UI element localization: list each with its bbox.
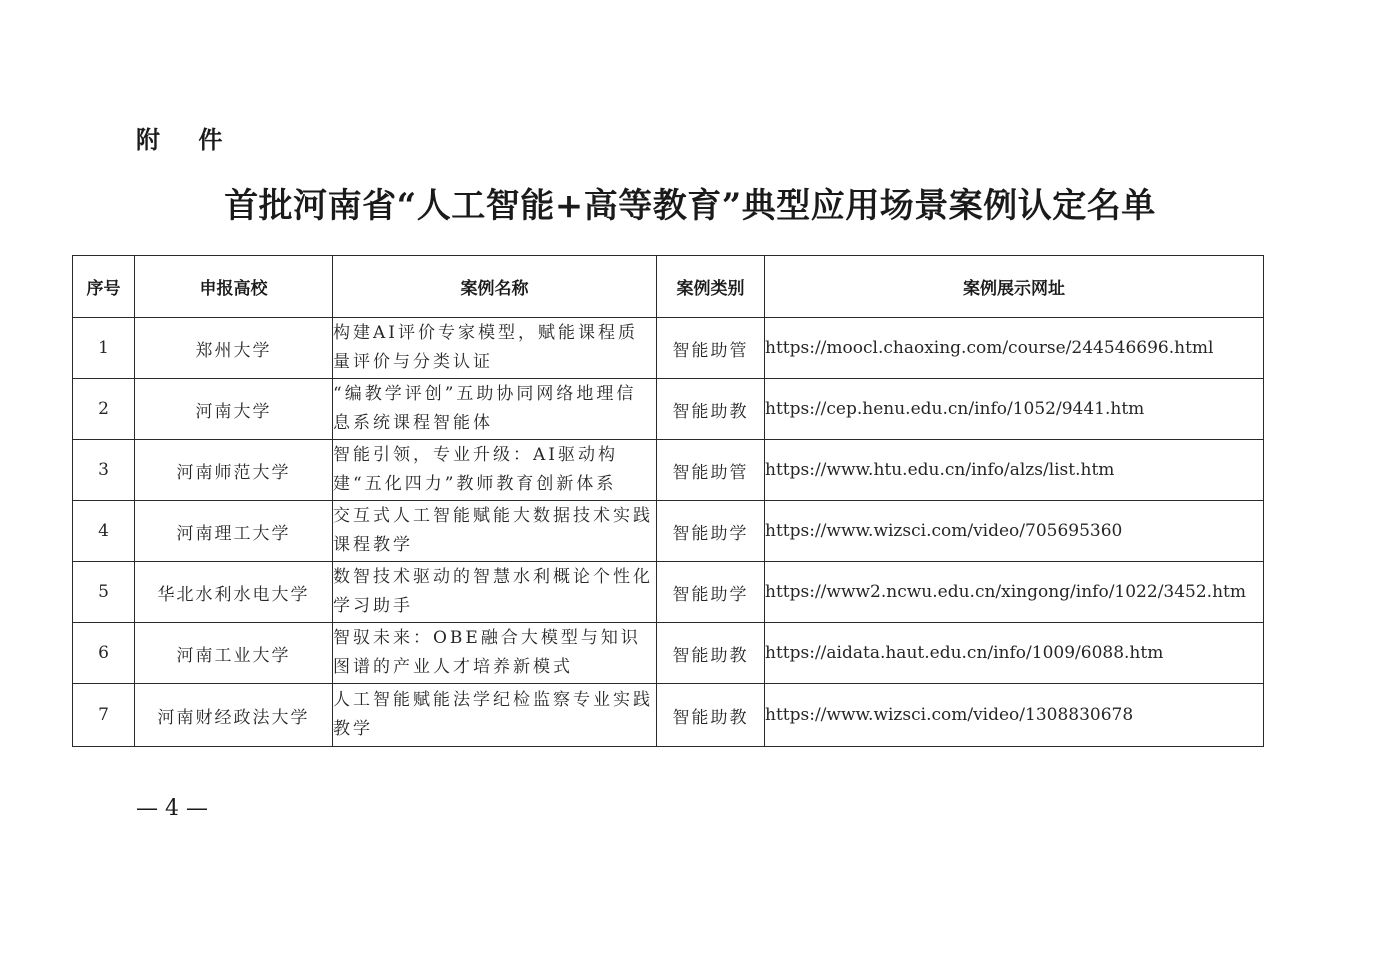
header-school: 申报高校 [135,256,333,318]
cell-serial-number: 4 [73,501,135,562]
case-list-table [72,255,1264,747]
cell-case-name: 交互式人工智能赋能大数据技术实践课程教学 [333,501,657,562]
cell-case-name: 智驭未来：OBE融合大模型与知识图谱的产业人才培养新模式 [333,623,657,684]
cell-case-name: 数智技术驱动的智慧水利概论个性化学习助手 [333,562,657,623]
document-title: 首批河南省“人工智能+高等教育”典型应用场景案例认定名单 [224,186,1156,226]
table-row [73,684,1264,747]
cell-case-name: 构建AI评价专家模型，赋能课程质量评价与分类认证 [333,318,657,379]
cell-case-url: https://www.wizsci.com/video/705695360 [765,501,1264,562]
cell-case-url: https://www2.ncwu.edu.cn/xingong/info/1022/3452.htm [765,562,1264,623]
cell-school: 郑州大学 [135,318,333,379]
cell-school: 河南大学 [135,379,333,440]
cell-case-name: “编教学评创”五助协同网络地理信息系统课程智能体 [333,379,657,440]
cell-case-url: https://aidata.haut.edu.cn/info/1009/6088.htm [765,623,1264,684]
cell-case-url: https://www.wizsci.com/video/1308830678 [765,684,1264,747]
page-number: — 4 — [136,796,208,821]
cell-case-name: 智能引领，专业升级：AI驱动构建“五化四力”教师教育创新体系 [333,440,657,501]
attachment-label: 附 件 [136,126,224,154]
cell-case-url: https://cep.henu.edu.cn/info/1052/9441.htm [765,379,1264,440]
cell-serial-number: 2 [73,379,135,440]
cell-case-name: 人工智能赋能法学纪检监察专业实践教学 [333,684,657,747]
cell-school: 华北水利水电大学 [135,562,333,623]
cell-serial-number: 7 [73,684,135,747]
table-header-row [73,256,1264,318]
table-row [73,318,1264,379]
cell-school: 河南理工大学 [135,501,333,562]
table-row [73,440,1264,501]
cell-school: 河南师范大学 [135,440,333,501]
header-serial-number: 序号 [73,256,135,318]
cell-case-category: 智能助学 [657,501,765,562]
cell-serial-number: 3 [73,440,135,501]
cell-serial-number: 6 [73,623,135,684]
table-row [73,501,1264,562]
cell-case-category: 智能助教 [657,379,765,440]
cell-case-url: https://moocl.chaoxing.com/course/244546696.html [765,318,1264,379]
header-case-category: 案例类别 [657,256,765,318]
table-row [73,623,1264,684]
cell-case-category: 智能助教 [657,623,765,684]
cell-case-category: 智能助教 [657,684,765,747]
cell-serial-number: 1 [73,318,135,379]
cell-serial-number: 5 [73,562,135,623]
table-row [73,379,1264,440]
table-row [73,562,1264,623]
cell-school: 河南工业大学 [135,623,333,684]
header-case-url: 案例展示网址 [765,256,1264,318]
cell-case-category: 智能助管 [657,440,765,501]
cell-case-category: 智能助管 [657,318,765,379]
cell-school: 河南财经政法大学 [135,684,333,747]
header-case-name: 案例名称 [333,256,657,318]
cell-case-url: https://www.htu.edu.cn/info/alzs/list.htm [765,440,1264,501]
cell-case-category: 智能助学 [657,562,765,623]
